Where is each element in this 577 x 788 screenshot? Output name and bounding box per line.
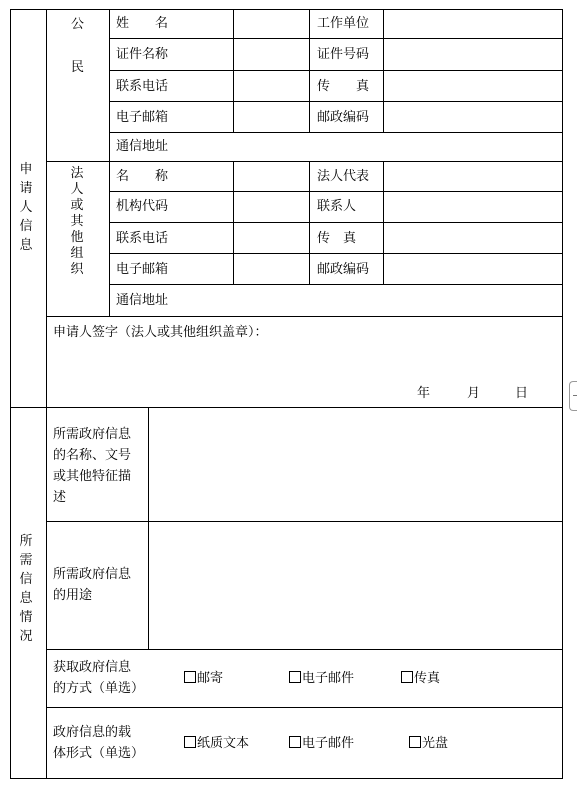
column-line <box>383 9 384 133</box>
org-address-label: 通信地址 <box>116 293 169 308</box>
applicant-info-label: 申请人信息 <box>19 162 33 253</box>
name-label: 姓 名 <box>116 16 169 31</box>
row-line <box>46 161 563 162</box>
column-line <box>309 161 310 285</box>
row-line <box>109 70 563 71</box>
org-code-label: 机构代码 <box>116 199 169 214</box>
row-line <box>109 253 563 254</box>
org-phone-label: 联系电话 <box>116 231 169 246</box>
org-fax-label: 传 真 <box>317 231 357 246</box>
carrier-option-email[interactable] <box>289 736 354 751</box>
row-line <box>46 707 563 708</box>
checkbox-icon[interactable] <box>184 736 196 748</box>
required-info-label: 所需信息情况 <box>19 534 33 644</box>
row-line <box>109 38 563 39</box>
org-email-label: 电子邮箱 <box>116 262 169 277</box>
work-unit-label: 工作单位 <box>317 16 370 31</box>
column-line <box>383 161 384 285</box>
option-label: 电子邮件 <box>302 671 355 686</box>
postcode-label: 邮政编码 <box>317 110 370 125</box>
table-border-right <box>562 9 563 779</box>
address-label: 通信地址 <box>116 139 169 154</box>
carrier-option-disc[interactable] <box>409 736 448 751</box>
carrier-label: 政府信息的载 体形式（单选） <box>53 725 145 761</box>
row-line <box>46 521 563 522</box>
table-border-left <box>10 9 11 779</box>
description-label: 所需政府信息 的名称、文号 或其他特征描 述 <box>53 427 132 505</box>
row-line <box>109 191 563 192</box>
date-day: 日 <box>515 386 529 401</box>
date-month: 月 <box>467 386 481 401</box>
legal-rep-label: 法人代表 <box>317 169 370 184</box>
purpose-label: 所需政府信息 的用途 <box>53 567 132 603</box>
section-line <box>10 407 563 408</box>
method-option-email[interactable] <box>289 671 354 686</box>
phone-label: 联系电话 <box>116 79 169 94</box>
side-scroll-handle[interactable] <box>569 381 577 411</box>
checkbox-icon[interactable] <box>289 671 301 683</box>
option-label: 传真 <box>414 671 441 686</box>
column-line <box>148 407 149 650</box>
checkbox-icon[interactable] <box>401 671 413 683</box>
table-border-top <box>10 9 563 10</box>
row-line <box>109 222 563 223</box>
checkbox-icon[interactable] <box>289 736 301 748</box>
option-label: 电子邮件 <box>302 736 355 751</box>
method-option-fax[interactable] <box>401 671 440 686</box>
method-label: 获取政府信息 的方式（单选） <box>53 660 145 696</box>
column-line <box>233 9 234 133</box>
signature-label: 申请人签字（法人或其他组织盖章）： <box>53 325 268 340</box>
id-number-label: 证件号码 <box>317 47 370 62</box>
column-line <box>233 161 234 285</box>
row-line <box>46 316 563 317</box>
checkbox-icon[interactable] <box>409 736 421 748</box>
method-option-mail[interactable] <box>184 671 223 686</box>
carrier-option-paper[interactable] <box>184 736 249 751</box>
checkbox-icon[interactable] <box>184 671 196 683</box>
email-label: 电子邮箱 <box>116 110 169 125</box>
citizen-label-2: 民 <box>71 60 85 75</box>
id-name-label: 证件名称 <box>116 47 169 62</box>
column-line <box>309 9 310 133</box>
row-line <box>109 284 563 285</box>
date-year: 年 <box>417 386 431 401</box>
row-line <box>46 649 563 650</box>
option-label: 纸质文本 <box>197 736 250 751</box>
column-line <box>109 9 110 317</box>
minus-icon <box>573 395 577 396</box>
organization-label: 法人或其他组织 <box>70 166 84 277</box>
org-postcode-label: 邮政编码 <box>317 262 370 277</box>
fax-label: 传 真 <box>317 79 370 94</box>
org-name-label: 名 称 <box>116 169 169 184</box>
row-line <box>109 101 563 102</box>
table-border-bottom <box>10 778 563 779</box>
citizen-label-1: 公 <box>71 17 85 32</box>
option-label: 光盘 <box>422 736 449 751</box>
column-line <box>46 9 47 779</box>
option-label: 邮寄 <box>197 671 224 686</box>
row-line <box>109 132 563 133</box>
contact-label: 联系人 <box>317 199 357 214</box>
